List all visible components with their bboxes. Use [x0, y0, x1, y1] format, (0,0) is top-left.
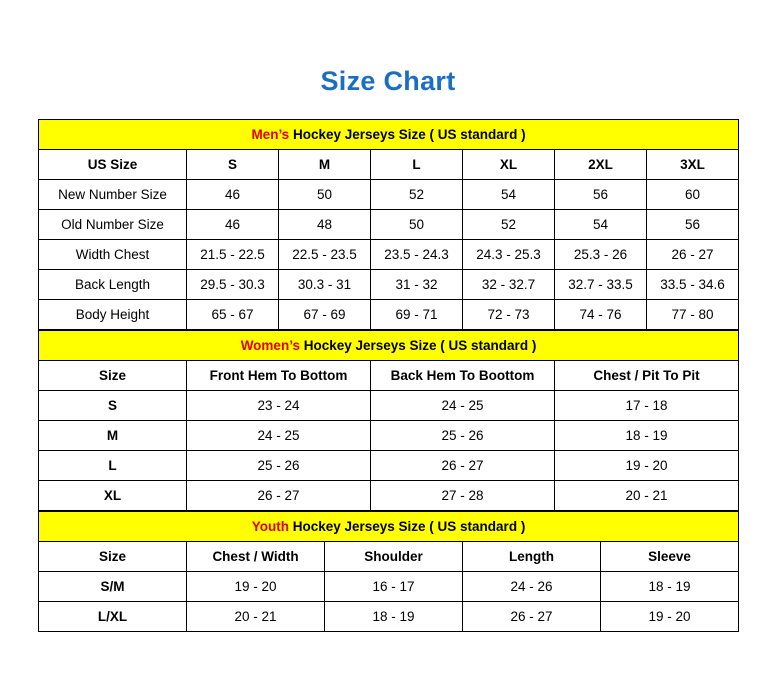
womens-section-header	[39, 331, 739, 361]
womens-row-0-cell-0: 23 - 24	[187, 391, 371, 421]
mens-row-2-cell-2: 23.5 - 24.3	[371, 240, 463, 270]
mens-row-4-cell-3: 72 - 73	[463, 300, 555, 330]
youth-col-head-3: Length	[463, 542, 601, 572]
mens-row-2-cell-0: 21.5 - 22.5	[187, 240, 279, 270]
table-row	[39, 300, 739, 330]
mens-row-1-cell-5: 56	[647, 210, 739, 240]
womens-row-3-cell-2: 20 - 21	[555, 481, 739, 511]
mens-row-2-cell-4: 25.3 - 26	[555, 240, 647, 270]
table-row	[39, 270, 739, 300]
mens-row-3-cell-1: 30.3 - 31	[279, 270, 371, 300]
womens-section-header-row	[39, 331, 739, 361]
youth-col-head-0: Size	[39, 542, 187, 572]
mens-row-3-cell-4: 32.7 - 33.5	[555, 270, 647, 300]
mens-col-head-4: XL	[463, 150, 555, 180]
table-row	[39, 210, 739, 240]
womens-col-head-3: Chest / Pit To Pit	[555, 361, 739, 391]
mens-row-0-cell-1: 50	[279, 180, 371, 210]
youth-row-1-cell-3: 19 - 20	[601, 602, 739, 632]
womens-row-3-cell-0: 26 - 27	[187, 481, 371, 511]
table-row	[39, 421, 739, 451]
mens-row-2-cell-1: 22.5 - 23.5	[279, 240, 371, 270]
youth-row-0-cell-3: 18 - 19	[601, 572, 739, 602]
womens-section-header-accent: Women’s	[240, 338, 300, 353]
youth-section-header	[39, 512, 739, 542]
womens-section-header-rest: Hockey Jerseys Size ( US standard )	[299, 338, 537, 353]
mens-row-1-cell-4: 54	[555, 210, 647, 240]
youth-column-header-row	[39, 542, 739, 572]
mens-section-header-rest: Hockey Jerseys Size ( US standard )	[289, 127, 526, 142]
womens-col-head-1: Front Hem To Bottom	[187, 361, 371, 391]
mens-row-0-cell-5: 60	[647, 180, 739, 210]
womens-row-1-cell-1: 25 - 26	[371, 421, 555, 451]
womens-row-1-cell-2: 18 - 19	[555, 421, 739, 451]
womens-row-0-label: S	[39, 391, 187, 421]
mens-size-table	[38, 119, 739, 330]
youth-row-0-cell-1: 16 - 17	[325, 572, 463, 602]
table-row	[39, 572, 739, 602]
womens-size-table	[38, 330, 739, 511]
page-title: Size Chart	[320, 66, 456, 96]
mens-row-4-cell-1: 67 - 69	[279, 300, 371, 330]
mens-row-0-cell-0: 46	[187, 180, 279, 210]
mens-col-head-0: US Size	[39, 150, 187, 180]
mens-row-0-cell-4: 56	[555, 180, 647, 210]
womens-col-head-2: Back Hem To Boottom	[371, 361, 555, 391]
mens-col-head-3: L	[371, 150, 463, 180]
table-row	[39, 481, 739, 511]
youth-section-header-accent: Youth	[251, 519, 289, 534]
mens-col-head-2: M	[279, 150, 371, 180]
youth-size-table	[38, 511, 739, 632]
mens-col-head-5: 2XL	[555, 150, 647, 180]
mens-row-4-cell-5: 77 - 80	[647, 300, 739, 330]
mens-row-2-cell-3: 24.3 - 25.3	[463, 240, 555, 270]
table-row	[39, 391, 739, 421]
mens-row-2-label: Width Chest	[39, 240, 187, 270]
womens-row-3-label: XL	[39, 481, 187, 511]
mens-row-0-cell-2: 52	[371, 180, 463, 210]
womens-row-2-cell-1: 26 - 27	[371, 451, 555, 481]
mens-row-4-cell-4: 74 - 76	[555, 300, 647, 330]
youth-col-head-2: Shoulder	[325, 542, 463, 572]
womens-row-2-cell-2: 19 - 20	[555, 451, 739, 481]
womens-row-1-cell-0: 24 - 25	[187, 421, 371, 451]
youth-row-0-cell-0: 19 - 20	[187, 572, 325, 602]
womens-column-header-row	[39, 361, 739, 391]
youth-row-1-cell-1: 18 - 19	[325, 602, 463, 632]
mens-col-head-1: S	[187, 150, 279, 180]
mens-section-header-row	[39, 120, 739, 150]
mens-row-3-cell-3: 32 - 32.7	[463, 270, 555, 300]
womens-row-3-cell-1: 27 - 28	[371, 481, 555, 511]
table-row	[39, 240, 739, 270]
youth-row-1-cell-0: 20 - 21	[187, 602, 325, 632]
womens-row-0-cell-1: 24 - 25	[371, 391, 555, 421]
mens-row-0-label: New Number Size	[39, 180, 187, 210]
youth-col-head-1: Chest / Width	[187, 542, 325, 572]
youth-row-0-label: S/M	[39, 572, 187, 602]
mens-row-3-cell-2: 31 - 32	[371, 270, 463, 300]
mens-col-head-6: 3XL	[647, 150, 739, 180]
mens-row-0-cell-3: 54	[463, 180, 555, 210]
size-chart-tables	[38, 119, 738, 632]
mens-row-4-label: Body Height	[39, 300, 187, 330]
mens-row-1-label: Old Number Size	[39, 210, 187, 240]
youth-col-head-4: Sleeve	[601, 542, 739, 572]
youth-row-1-cell-2: 26 - 27	[463, 602, 601, 632]
youth-row-0-cell-2: 24 - 26	[463, 572, 601, 602]
womens-row-1-label: M	[39, 421, 187, 451]
youth-section-header-row	[39, 512, 739, 542]
mens-section-header	[39, 120, 739, 150]
table-row	[39, 602, 739, 632]
mens-column-header-row	[39, 150, 739, 180]
mens-row-1-cell-1: 48	[279, 210, 371, 240]
youth-row-1-label: L/XL	[39, 602, 187, 632]
mens-row-2-cell-5: 26 - 27	[647, 240, 739, 270]
mens-row-3-cell-0: 29.5 - 30.3	[187, 270, 279, 300]
womens-col-head-0: Size	[39, 361, 187, 391]
womens-row-2-cell-0: 25 - 26	[187, 451, 371, 481]
youth-section-header-rest: Hockey Jerseys Size ( US standard )	[288, 519, 526, 534]
mens-row-4-cell-0: 65 - 67	[187, 300, 279, 330]
mens-row-1-cell-0: 46	[187, 210, 279, 240]
mens-row-4-cell-2: 69 - 71	[371, 300, 463, 330]
mens-section-header-accent: Men’s	[251, 127, 290, 142]
mens-row-1-cell-2: 50	[371, 210, 463, 240]
table-row	[39, 451, 739, 481]
mens-row-3-label: Back Length	[39, 270, 187, 300]
womens-row-2-label: L	[39, 451, 187, 481]
table-row	[39, 180, 739, 210]
mens-row-1-cell-3: 52	[463, 210, 555, 240]
mens-row-3-cell-5: 33.5 - 34.6	[647, 270, 739, 300]
womens-row-0-cell-2: 17 - 18	[555, 391, 739, 421]
